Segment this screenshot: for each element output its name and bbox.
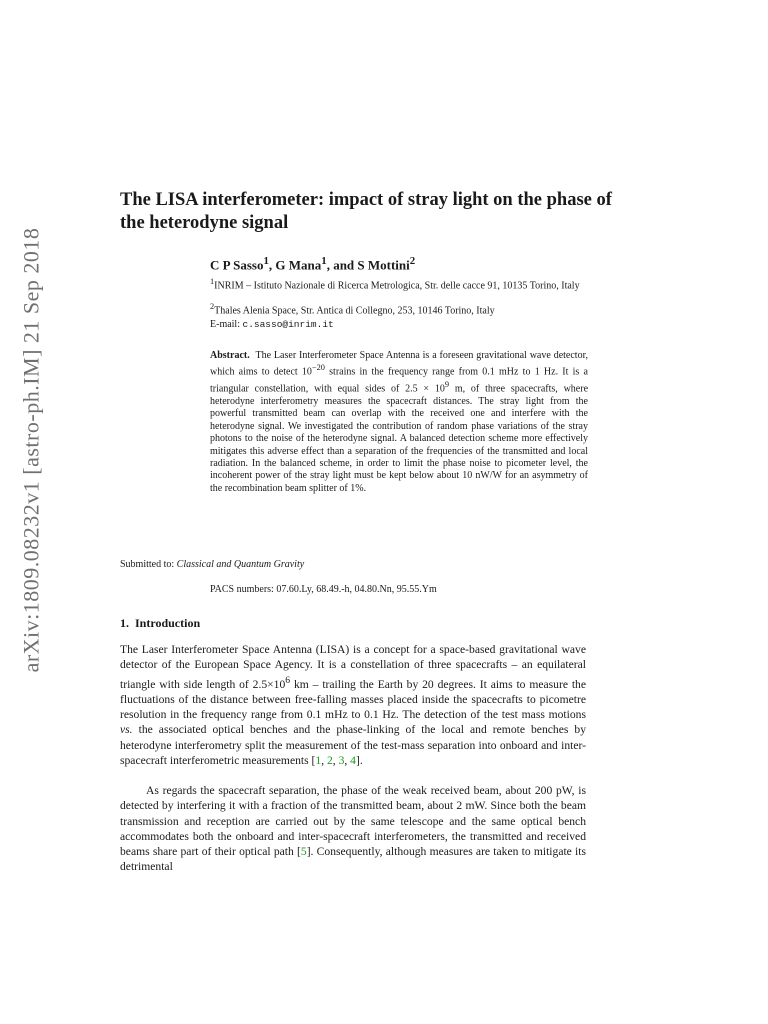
abstract-label: Abstract.: [210, 350, 250, 361]
pacs-numbers: PACS numbers: 07.60.Ly, 68.49.-h, 04.80.Nn, 95.55.Ym: [210, 584, 437, 595]
abstract-text: strains in the frequency range from 0.1 mHz to 1 Hz. It is a triangular constellation, with equal sides of 2.5 × 10: [210, 366, 588, 395]
citation-link[interactable]: 2: [326, 753, 333, 767]
affiliation-marker: 1: [263, 255, 269, 267]
paragraph-text: the associated optical benches and the phase-linking of the local and remote benches by heterodyne interferometry split the measurement of the test-mass separation into onboard and inter-spacecraft interferometric measurements [: [120, 723, 586, 767]
paper-title: The LISA interferometer: impact of stray light on the phase of the heterodyne signal: [120, 190, 612, 233]
affiliation-text: INRIM – Istituto Nazionale di Ricerca Metrologica, Str. delle cacce 91, 10135 Torino, Italy: [214, 280, 580, 292]
section-number: 1.: [120, 616, 129, 630]
affiliation-marker: 2: [409, 255, 416, 267]
arxiv-sidebar-stamp: [14, 100, 48, 800]
exponent: 6: [285, 674, 291, 686]
citation-link[interactable]: 5: [300, 845, 307, 859]
author-name: and S Mottini: [333, 257, 410, 273]
paragraph-text: The Laser Interferometer Space Antenna (LISA) is a concept for a space-based gravitational wave detector of the European Space Agency. It is a constellation of three spacecrafts – an equilateral triangle with side length of 2.5×10: [120, 643, 586, 691]
affiliation-marker: 1: [210, 277, 215, 286]
section-heading: [120, 616, 200, 631]
email-label: E-mail:: [210, 319, 240, 330]
email-address: c.sasso@inrim.it: [242, 319, 334, 330]
abstract-text: The Laser Interferometer Space Antenna is a foreseen gravitational wave detector, which aims to detect 10: [210, 350, 589, 378]
abstract-exponent: 9: [444, 380, 450, 390]
paragraph-text: ].: [355, 753, 363, 767]
journal-name: Classical and Quantum Gravity: [176, 559, 305, 570]
abstract: [210, 350, 588, 495]
affiliation-marker: 2: [210, 302, 215, 311]
author-name: C P Sasso: [210, 257, 264, 273]
abstract-exponent: −20: [311, 363, 325, 373]
paragraph-text: As regards the spacecraft separation, the phase of the weak received beam, about 200 pW, is detected by interfering it with a fraction of the transmitted beam, about 2 mW. Since both the beam transmission and reception are carried out by the same telescope and the same optical bench accommodates both the onboard and inter-spacecraft interferometers, the transmitted and received beams share part of their optical path [: [120, 784, 586, 859]
author-list: C P Sasso$^1$, G Mana$^1$, and S Mottini$^2$: [210, 255, 416, 273]
submitted-line: [120, 559, 304, 570]
submitted-label: Submitted to:: [120, 559, 175, 570]
affiliation-marker: 1: [321, 255, 327, 267]
author-name: G Mana: [275, 257, 322, 273]
italic-vs: vs.: [120, 723, 133, 737]
citation-link[interactable]: 3: [338, 753, 345, 767]
arxiv-identifier: arXiv:1809.08232v1 [astro-ph.IM] 21 Sep 2018: [18, 227, 43, 673]
intro-paragraph-1: The Laser Interferometer Space Antenna (LISA) is a concept for a space-based gravitational wave detector of the European Space Agency. It is a constellation of three spacecrafts – an equilateral triangle with side length of $2.5\times 10^6$ km – trailing the Earth by 20 degrees. It aims to measure the fluctuations of the distance between free-falling masses placed inside the spacecrafts to picometre resolution in the frequency range from 0.1 mHz to 0.1 Hz. The detection of the test mass motions vs. the associated optical benches and the phase-linking of the local and remote benches by heterodyne interferometry split the measurement of the test-mass separation into onboard and inter-spacecraft interferometric measurements [1, 2, 3, 4].: [120, 643, 586, 767]
affiliation-text: Thales Alenia Space, Str. Antica di Collegno, 253, 10146 Torino, Italy: [214, 305, 495, 317]
abstract-text: m, of three spacecrafts, where heterodyne interferometry measures the spacecraft distances. The stray light from the powerful transmitted beam can overlap with the received one and interfere with the heterodyne signal. We investigated the contribution of random phase variations of the stray photons to the noise of the heterodyne signal. A balanced detection scheme more effectively mitigates this adverse effect than a separation of the frequencies of the transmitted and local radiation. In the balanced scheme, in order to limit the phase noise to picometer level, the incoherent power of the stray light must be kept below about 10 nW/W for an asymmetry of the recombination beam splitter of 1%.: [210, 383, 589, 494]
affiliation-1: [210, 276, 590, 293]
citation-link[interactable]: 1: [315, 753, 322, 767]
paragraph-text: ]. Consequently, although measures are taken to mitigate its detrimental: [120, 845, 586, 874]
paragraph-text: km – trailing the Earth by 20 degrees. It aims to measure the fluctuations of the distance between free-falling masses placed inside the spacecrafts to picometre resolution in the frequency range from 0.1 mHz to 0.1 Hz. The detection of the test mass motions: [120, 677, 586, 722]
affiliation-2: [210, 301, 590, 318]
email-line: [210, 319, 334, 330]
section-title: Introduction: [135, 616, 201, 630]
citation-link[interactable]: 4: [350, 753, 356, 767]
intro-paragraph-2: [120, 783, 586, 875]
